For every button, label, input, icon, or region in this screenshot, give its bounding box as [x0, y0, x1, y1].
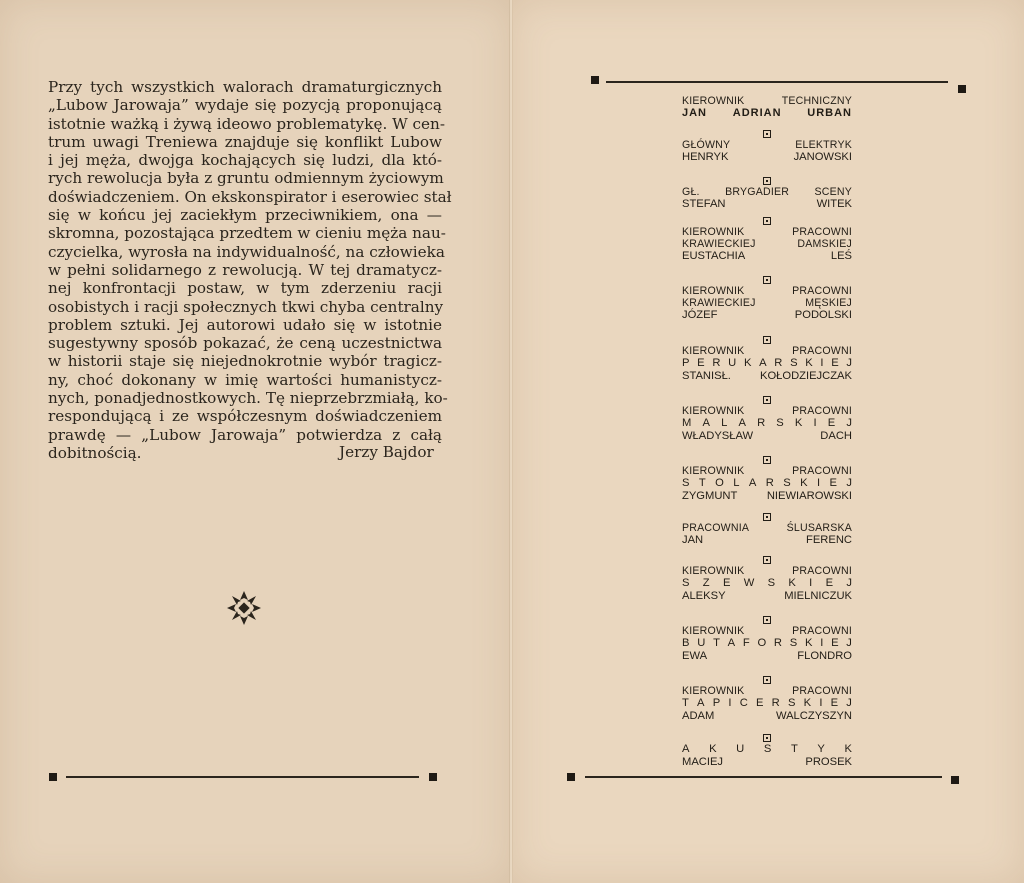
- essay-line: trum uwagi Treniewa znajduje się konflikt Lubow: [48, 132, 442, 151]
- top-rule-square-left: [591, 76, 599, 84]
- credit-name: JÓZEF PODOLSKI: [682, 309, 852, 321]
- credit-name: JAN ADRIAN URBAN: [682, 107, 852, 119]
- credit-name: ADAM WALCZYSZYN: [682, 710, 852, 722]
- separator-icon: [763, 556, 771, 564]
- separator-icon: [763, 336, 771, 344]
- credit-title: KIEROWNIK PRACOWNI: [682, 345, 852, 357]
- separator-icon: [763, 734, 771, 742]
- separator-icon: [763, 130, 771, 138]
- credit-title: KIEROWNIK PRACOWNI: [682, 226, 852, 238]
- separator-icon: [763, 276, 771, 284]
- top-rule: [606, 81, 948, 83]
- essay-line: rych rewolucja była z gruntu odmiennym życiowym: [48, 169, 444, 188]
- essay-line: Przy tych wszystkich walorach dramaturgicznych: [48, 78, 442, 96]
- essay-line: istotnie ważką i żywą ideowo problematykę. W cen-: [48, 114, 445, 133]
- essay-line: ny, choć dokonany w imię wartości humanistycz-: [48, 370, 442, 389]
- credit-title: KIEROWNIK PRACOWNI: [682, 405, 852, 417]
- credit-title: KIEROWNIK PRACOWNI: [682, 465, 852, 477]
- essay-line: problem sztuki. Jej autorowi udało się w istotnie: [48, 315, 442, 334]
- credit-title: KIEROWNIK PRACOWNI: [682, 565, 852, 577]
- separator-icon: [763, 676, 771, 684]
- essay-line: w pełni solidarnego z rewolucją. W tej dramatycz-: [48, 260, 442, 279]
- credit-name: S T O L A R S K I E J: [682, 477, 852, 489]
- separator-icon: [763, 177, 771, 185]
- essay-line: sugestywny sposób pokazać, że ceną uczestnictwa: [48, 334, 442, 353]
- credit-name: EUSTACHIA LEŚ: [682, 250, 852, 262]
- credit-entry: [682, 625, 852, 663]
- credit-entry: [682, 685, 852, 723]
- credit-title: KRAWIECKIEJ MĘSKIEJ: [682, 297, 852, 309]
- credit-name: A K U S T Y K: [682, 743, 852, 755]
- credit-entry: [682, 522, 852, 547]
- essay-line: w historii staje się niejednokrotnie wybór tragicz-: [48, 352, 442, 371]
- credit-entry: [682, 226, 852, 263]
- separator-icon: [763, 513, 771, 521]
- credit-name: ZYGMUNT NIEWIAROWSKI: [682, 490, 852, 502]
- essay-line: i jej męża, dwojga kochających się ludzi, dla któ-: [48, 151, 442, 170]
- credit-entry: [682, 285, 852, 322]
- credit-entry: [682, 465, 852, 503]
- essay-line: osobistych i racji społecznych tkwi chyba centralny: [48, 297, 444, 316]
- essay-line: respondującą i ze współczesnym doświadczeniem: [48, 407, 442, 426]
- separator-icon: [763, 616, 771, 624]
- credit-name: P E R U K A R S K I E J: [682, 357, 852, 369]
- credit-name: B U T A F O R S K I E J: [682, 637, 852, 649]
- essay-line: doświadczeniem. On ekskonspirator i eserowiec stał: [48, 187, 452, 206]
- essay-line: skromna, pozostająca przedtem w cieniu męża nau-: [48, 224, 446, 243]
- essay-line: prawdę — „Lubow Jarowaja” potwierdza z całą: [48, 425, 442, 444]
- essay-line: dobitnością.: [48, 443, 142, 462]
- credit-title: GŁÓWNY ELEKTRYK: [682, 139, 852, 151]
- essay-line: nych, ponadjednostkowych. Tę nieprzebrzmiałą, ko-: [48, 389, 448, 408]
- credit-name: EWA FLONDRO: [682, 650, 852, 662]
- credit-name: JAN FERENC: [682, 534, 852, 546]
- credit-entry: [682, 405, 852, 443]
- top-rule-square-right: [958, 85, 966, 93]
- bottom-rule: [585, 776, 942, 778]
- credit-title: PRACOWNIA ŚLUSARSKA: [682, 522, 852, 534]
- credit-entry: [682, 95, 852, 120]
- credit-title: KIEROWNIK PRACOWNI: [682, 625, 852, 637]
- separator-icon: [763, 396, 771, 404]
- bottom-rule-square-right: [951, 776, 959, 784]
- credit-name: M A L A R S K I E J: [682, 417, 852, 429]
- credit-name: STANISŁ. KOŁODZIEJCZAK: [682, 370, 852, 382]
- credit-entry: [682, 743, 852, 769]
- bottom-rule-square-left: [567, 773, 575, 781]
- page-fold: [509, 0, 513, 883]
- left-bottom-rule: [66, 776, 419, 778]
- left-rule-square: [49, 773, 57, 781]
- essay-line: się w końcu jej zaciekłym przeciwnikiem, ona —: [48, 206, 442, 225]
- essay-text: [48, 78, 452, 462]
- credit-entry: [682, 565, 852, 603]
- credit-name: MACIEJ PROSEK: [682, 756, 852, 768]
- credit-entry: [682, 345, 852, 383]
- credit-title: KIEROWNIK PRACOWNI: [682, 685, 852, 697]
- credit-entry: [682, 139, 852, 164]
- credit-name: T A P I C E R S K I E J: [682, 697, 852, 709]
- credit-title: KIEROWNIK TECHNICZNY: [682, 95, 852, 107]
- credit-name: ALEKSY MIELNICZUK: [682, 590, 852, 602]
- ornament-icon: [226, 590, 262, 626]
- credit-name: STEFAN WITEK: [682, 198, 852, 210]
- separator-icon: [763, 456, 771, 464]
- credit-name: S Z E W S K I E J: [682, 577, 852, 589]
- signature: Jerzy Bajdor: [339, 443, 434, 461]
- credit-title: KIEROWNIK PRACOWNI: [682, 285, 852, 297]
- credit-entry: [682, 186, 852, 211]
- separator-icon: [763, 217, 771, 225]
- credit-name: HENRYK JANOWSKI: [682, 151, 852, 163]
- essay-line: czycielka, wyrosła na indywidualność, na człowieka: [48, 242, 445, 261]
- essay-line: „Lubow Jarowaja” wydaje się pozycją proponującą: [48, 96, 442, 115]
- credit-name: WŁADYSŁAW DACH: [682, 430, 852, 442]
- essay-line: nej konfrontacji postaw, w tym zderzeniu racji: [48, 279, 442, 298]
- credit-title: GŁ. BRYGADIER SCENY: [682, 186, 852, 198]
- credit-title: KRAWIECKIEJ DAMSKIEJ: [682, 238, 852, 250]
- right-rule-square: [429, 773, 437, 781]
